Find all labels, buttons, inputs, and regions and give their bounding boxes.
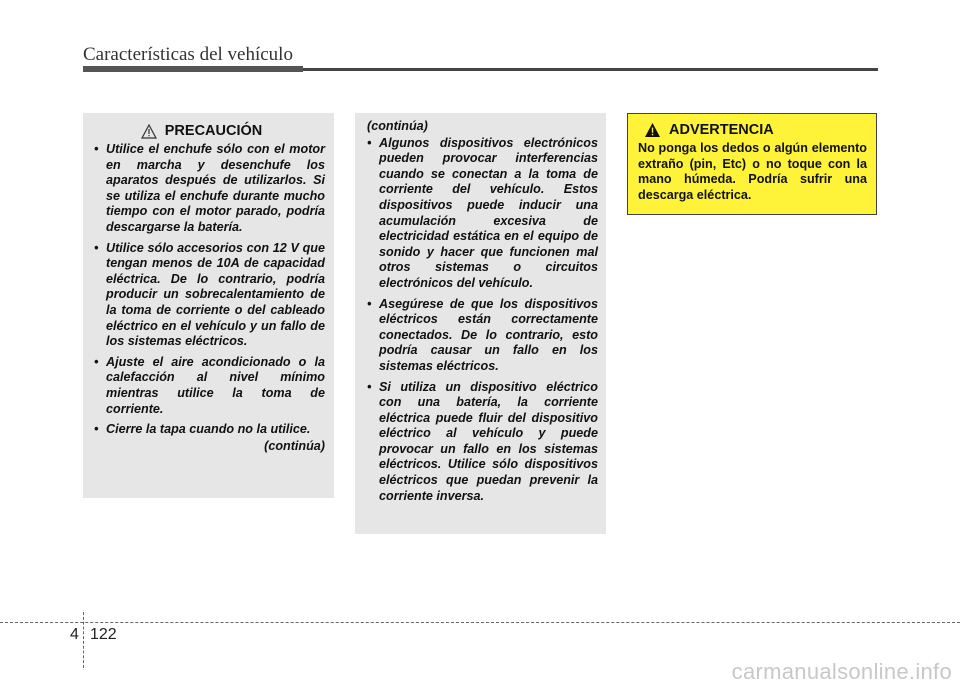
continues-label: (continúa) bbox=[264, 438, 325, 453]
header-rule-accent bbox=[83, 66, 303, 72]
list-item: • Algunos dispositivos electrónicos pueden provocar interferencias cuando se conectan a la toma de corriente del vehículo. Estos dispositivos puede inducir una acumulación excesiva de electricidad estática en el equipo de sonido y hacer que funcionen mal otros sistemas o circuitos electrónicos del vehículo. bbox=[365, 136, 598, 292]
watermark: carmanualsonline.info bbox=[731, 659, 952, 684]
list-item: • Utilice el enchufe sólo con el motor en marcha y desenchufe los aparatos después de utilizarlos. Si se utiliza el enchufe durante mucho tiempo con el motor parado, podría descargarse la batería. bbox=[92, 142, 325, 236]
caution-continued-box bbox=[355, 113, 606, 534]
list-item: • Utilice sólo accesorios con 12 V que tengan menos de 10A de capacidad eléctrica. De lo contrario, podría producir un sobrecalentamiento de la toma de corriente o del cableado eléctrico en el vehículo y un fallo de los sistemas eléctricos. bbox=[92, 241, 325, 350]
caution-triangle-icon bbox=[141, 124, 157, 139]
caution-continued-list bbox=[365, 136, 598, 505]
footer-vertical-divider bbox=[83, 612, 84, 668]
continued-header: (continúa) bbox=[367, 119, 428, 133]
caution-list bbox=[92, 142, 325, 438]
header-title: Características del vehículo bbox=[83, 44, 293, 65]
list-item: • Cierre la tapa cuando no la utilice. bbox=[92, 422, 325, 438]
list-item: • Ajuste el aire acondicionado o la calefacción al nivel mínimo mientras utilice la toma de corriente. bbox=[92, 355, 325, 417]
warning-heading bbox=[644, 122, 867, 138]
caution-box bbox=[83, 113, 334, 498]
page-number: 122 bbox=[90, 626, 117, 643]
list-item: • Asegúrese de que los dispositivos eléctricos están correctamente conectados. De lo contrario, esto podría causar un fallo en los sistemas eléctricos. bbox=[365, 297, 598, 375]
warning-title: ADVERTENCIA bbox=[669, 122, 774, 138]
warning-triangle-icon bbox=[644, 122, 661, 138]
caution-heading bbox=[78, 123, 325, 139]
warning-box bbox=[627, 113, 877, 215]
warning-text: No ponga los dedos o algún elemento extraño (pin, Etc) o no toque con la mano húmeda. Podría sufrir una descarga eléctrica. bbox=[638, 141, 867, 202]
caution-title: PRECAUCIÓN bbox=[164, 123, 263, 139]
list-item: • Si utiliza un dispositivo eléctrico con una batería, la corriente eléctrica puede fluir del dispositivo eléctrico al vehículo y puede provocar un fallo en los sistemas eléctricos. Utilice sólo dispositivos eléctricos que puedan prevenir la corriente inversa. bbox=[365, 380, 598, 505]
footer-divider bbox=[0, 622, 960, 623]
chapter-number: 4 bbox=[70, 626, 79, 643]
